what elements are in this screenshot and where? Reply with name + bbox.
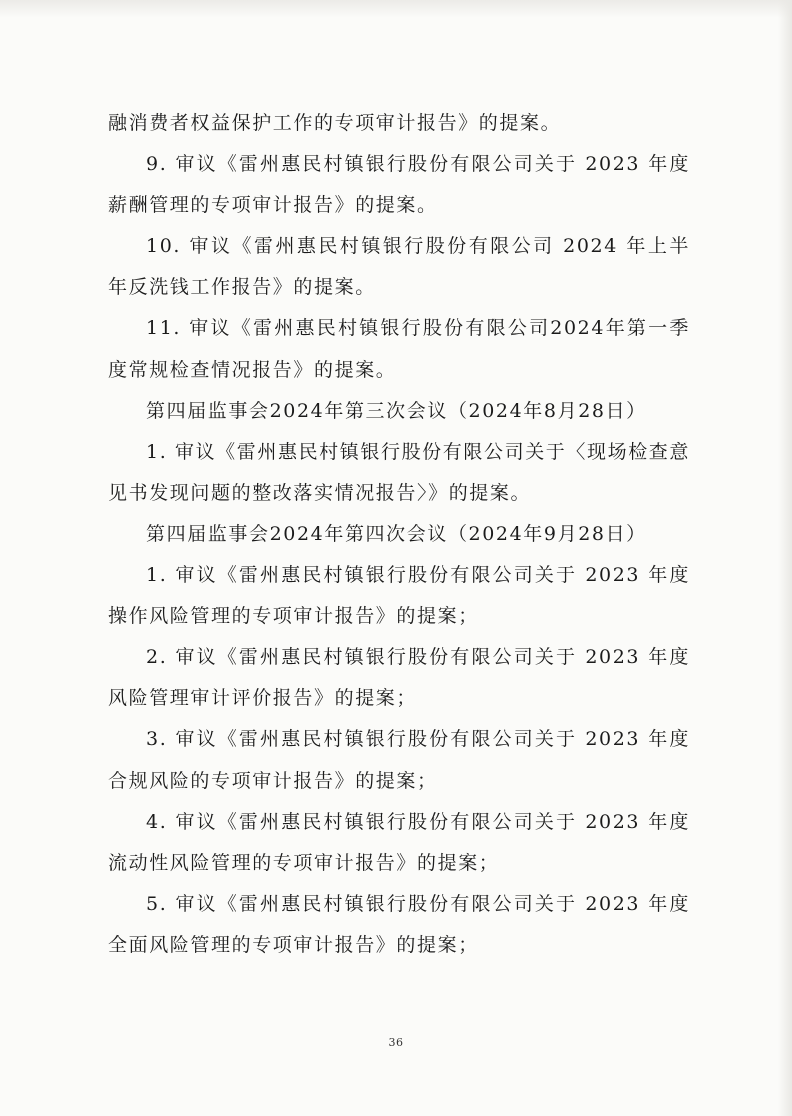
proposal-item-4-fourth-meeting: 4. 审议《雷州惠民村镇银行股份有限公司关于 2023 年度流动性风险管理的专项审计报告》的提案； [108,810,690,874]
page-number: 36 [388,1036,404,1049]
proposal-item-5-fourth-meeting: 5. 审议《雷州惠民村镇银行股份有限公司关于 2023 年度全面风险管理的专项审计报告》的提案； [108,892,690,956]
proposal-item-1-third-meeting: 1. 审议《雷州惠民村镇银行股份有限公司关于〈现场检查意见书发现问题的整改落实情况报告〉》的提案。 [108,440,690,504]
scan-shadow-right [778,0,792,1116]
paragraph-continuation: 融消费者权益保护工作的专项审计报告》的提案。 [108,112,562,134]
scan-shadow-top [0,0,792,18]
proposal-item-10: 10. 审议《雷州惠民村镇银行股份有限公司 2024 年上半年反洗钱工作报告》的提案。 [108,235,690,299]
proposal-item-1-fourth-meeting: 1. 审议《雷州惠民村镇银行股份有限公司关于 2023 年度操作风险管理的专项审计报告》的提案； [108,564,690,628]
proposal-item-3-fourth-meeting: 3. 审议《雷州惠民村镇银行股份有限公司关于 2023 年度合规风险的专项审计报告》的提案； [108,728,690,792]
proposal-item-9: 9. 审议《雷州惠民村镇银行股份有限公司关于 2023 年度薪酬管理的专项审计报告》的提案。 [108,153,690,217]
proposal-item-2-fourth-meeting: 2. 审议《雷州惠民村镇银行股份有限公司关于 2023 年度风险管理审计评价报告》的提案； [108,646,690,710]
proposal-item-11: 11. 审议《雷州惠民村镇银行股份有限公司2024年第一季度常规检查情况报告》的提案。 [108,317,690,381]
document-body [108,103,690,966]
meeting-heading-third: 第四届监事会2024年第三次会议（2024年8月28日） [146,399,647,422]
meeting-heading-fourth: 第四届监事会2024年第四次会议（2024年9月28日） [146,522,647,545]
